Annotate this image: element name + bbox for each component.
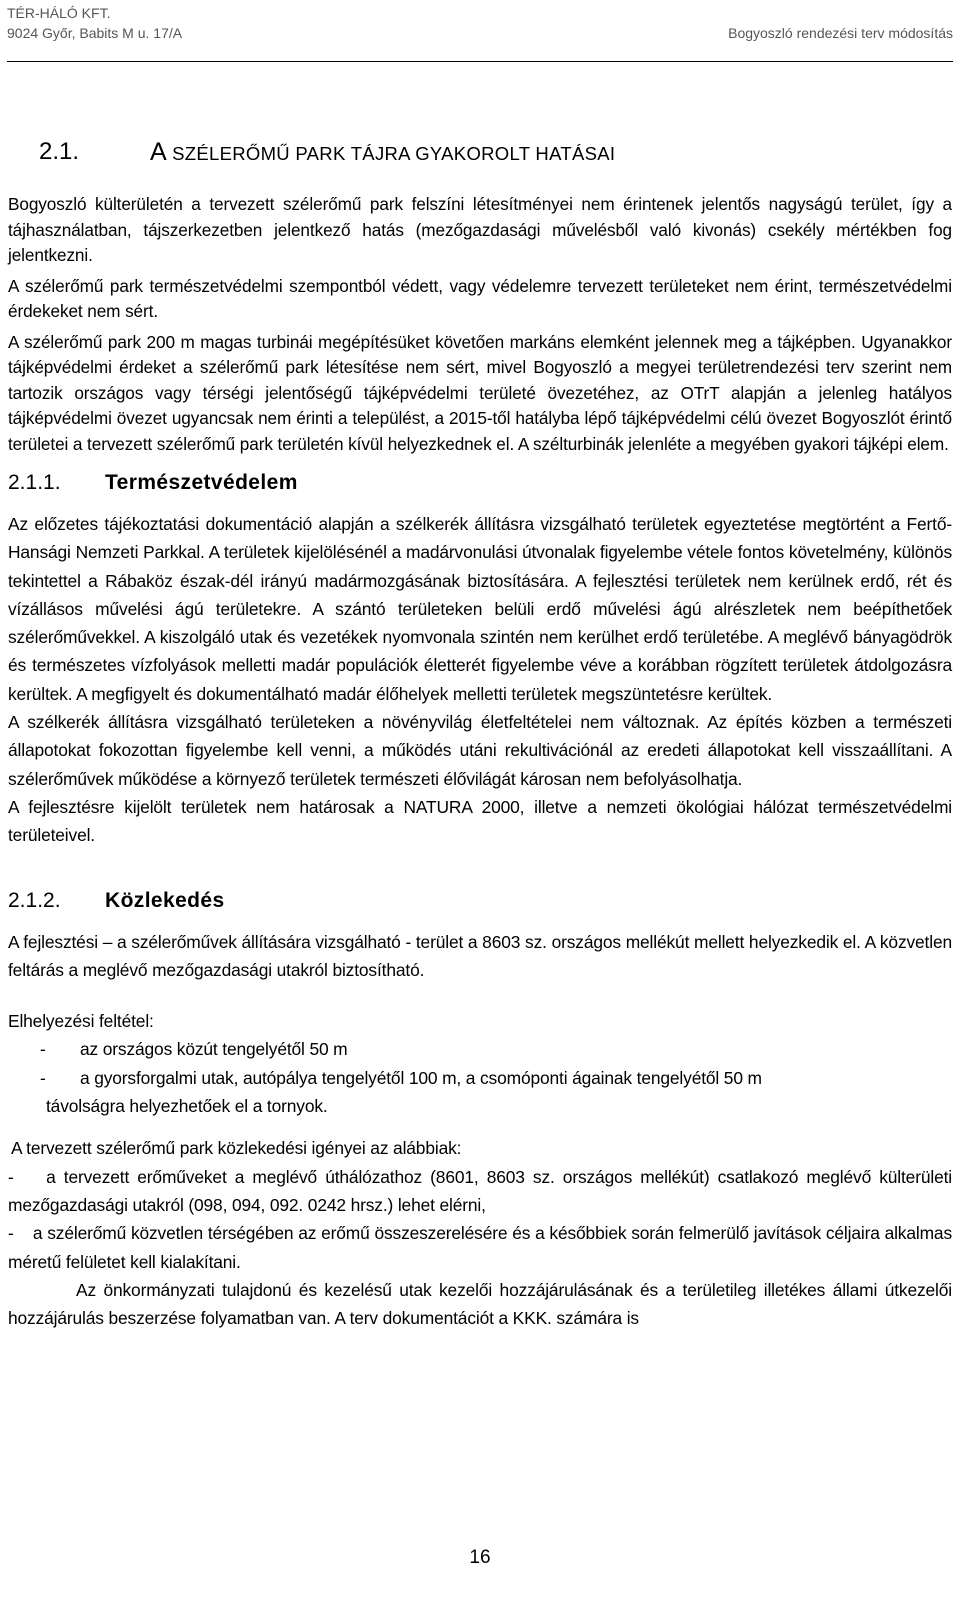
transport-intro: A fejlesztési – a szélerőművek állítására vizsgálható - terület a 8603 sz. országos mellékút mellett helyezkedik el. A közvetlen feltárás a meglévő mezőgazdasági utakról biztosítható. <box>8 931 952 980</box>
conditions-label: Elhelyezési feltétel: <box>8 1011 154 1032</box>
condition-item: - az országos közút tengelyétől 50 m <box>40 1039 348 1060</box>
needs-item: - a tervezett erőműveket a meglévő úthálózathoz (8601, 8603 sz. országos mellékút) csatlakozó meglévő külterületi mezőgazdasági utakról (098, 094, 092. 0242 hrsz.) lehet elérni, <box>8 1166 957 1215</box>
document-body <box>8 138 957 1332</box>
company-address: 9024 Győr, Babits M u. 17/A <box>7 25 183 41</box>
section-paragraph: Bogyoszló külterületén a tervezett szélerőmű park felszíni létesítményei nem érintenek jelentős nagyságú terület, így a tájhasználatban, tájszerkezetben jelentkező hatás (mezőgazdasági művelésből való kivonás) csekély mértékben fog jelentkezni. <box>8 194 952 265</box>
condition-continuation: távolságra helyezhetőek el a tornyok. <box>46 1096 328 1117</box>
nature-paragraph: Az előzetes tájékoztatási dokumentáció alapján a szélkerék állításra vizsgálható területek egyeztetése megtörtént a Fertő-Hansági Nemzeti Parkkal. A területek kijelölésénél a madárvonulási útvonalak figyelembe vétele fontos követelmény, különös tekintettel a Rábaköz észak-dél irányú madármozgásának biztosítására. A fejlesztési területek nem kerülnek erdő, rét és vízállásos művelési ágú területekre. A szántó területeken belüli erdő művelési ágú alrészletek nem beépíthetőek szélerőművekkel. A kiszolgáló utak és vezetékek nyomvonala szintén nem kerülhet erdő területébe. A meglévő bányagödrök és természetes vízfolyások melletti madár populációk életterét figyelembe véve a korábban rögzített területek átdolgozásra kerültek. A megfigyelt és dokumentálható madár élőhelyek melletti területek megszüntetésre kerültek. <box>8 514 952 704</box>
page-header <box>7 5 953 62</box>
company-name: TÉR-HÁLÓ KFT. <box>7 5 111 21</box>
needs-item: - a szélerőmű közvetlen térségében az erőmű összeszerelésére és a későbbiek során felmerülő javítások céljaira alkalmas méretű felületet kell kialakítani. <box>8 1223 957 1272</box>
needs-label: A tervezett szélerőmű park közlekedési igényei az alábbiak: <box>11 1138 462 1159</box>
nature-paragraph: A fejlesztésre kijelölt területek nem határosak a NATURA 2000, illetve a nemzeti ökológiai hálózat természetvédelmi területeivel. <box>8 796 952 846</box>
document-title: Bogyoszló rendezési terv módosítás <box>728 25 953 41</box>
subsection-heading-nature: 2.1.1. Természetvédelem <box>8 471 298 494</box>
section-paragraph: A szélerőmű park 200 m magas turbinái megépítésüket követően markáns elemként jelennek meg a tájképben. Ugyanakkor tájképvédelmi érdeket a szélerőmű park létesítése nem sért, mivel Bogyoszló a megyei területrendezési terv szerint nem tartozik országos vagy térségi jelentőségű tájképvédelmi területé övezetéhez, az OTrT alapján a jelenleg hatályos tájképvédelmi övezet ugyancsak nem érinti a települést, a 2015-től hatályba lépő tájképvédelmi célú övezet Bogyoszlót érintő területei a tervezett szélerőmű park területén kívül helyezkednek el. A szélturbinák jelenléte a megyében gyakori tájképi elem. <box>8 331 952 454</box>
nature-paragraph: A szélkerék állításra vizsgálható területeken a növényvilág életfeltételei nem változnak. Az építés közben a természeti állapotokat fokozottan figyelembe kell venni, a működés utáni rekultivációnál az eredeti állapotokat kell visszaállítani. A szélerőművek működése a környező területek természeti élővilágát károsan nem befolyásolhatja. <box>8 712 952 789</box>
condition-item: - a gyorsforgalmi utak, autópálya tengelyétől 100 m, a csomóponti ágainak tengelyétől 50 m <box>40 1067 762 1088</box>
section-paragraph: A szélerőmű park természetvédelmi szempontból védett, vagy védelemre tervezett területeket nem érint, természetvédelmi érdekeket nem sért. <box>8 275 952 321</box>
section-heading <box>39 138 952 167</box>
subsection-heading-transport: 2.1.2. Közlekedés <box>8 888 225 912</box>
final-paragraph: Az önkormányzati tulajdonú és kezelésű utak kezelői hozzájárulásának és a területileg illetékes állami útkezelői hozzájárulás beszerzése folyamatban van. A terv dokumentációt a KKK. számára is <box>8 1279 952 1329</box>
section-number: 2.1. <box>39 138 80 165</box>
section-title: A SZÉLERŐMŰ PARK TÁJRA GYAKOROLT HATÁSAI <box>150 138 616 166</box>
page-number: 16 <box>469 1547 491 1568</box>
